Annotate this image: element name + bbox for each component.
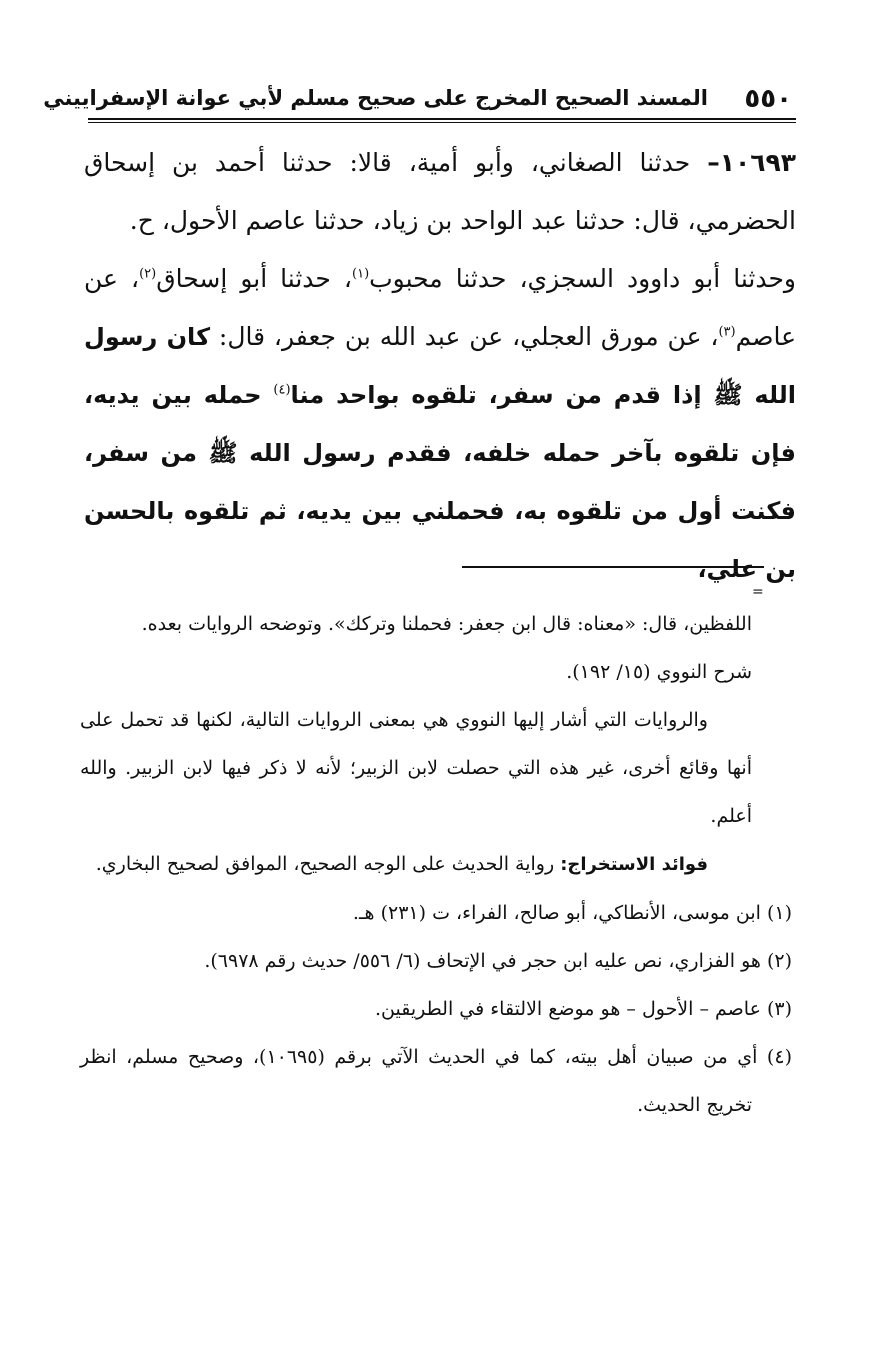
footnote-separator xyxy=(462,566,764,568)
footnote-2: (٢) هو الفزاري، نص عليه ابن حجر في الإتحاف (٦/ ٥٥٦/ حديث رقم ٦٩٧٨). xyxy=(204,950,792,972)
isnad-2c: ، عن عاصم xyxy=(84,264,796,351)
footnote-ref-3[interactable]: (٣) xyxy=(718,324,736,340)
note-carry-2: شرح النووي (١٥/ ١٩٢). xyxy=(566,661,752,683)
footnotes-area xyxy=(80,600,796,1129)
hadith-paragraph-2 xyxy=(84,250,796,598)
hadith-number: ١٠٦٩٣ xyxy=(719,148,796,177)
benefits-label: فوائد الاستخراج: xyxy=(560,854,708,875)
benefits-text: رواية الحديث على الوجه الصحيح، الموافق لصحيح البخاري. xyxy=(95,853,561,875)
isnad-2a: وحدثنا أبو داوود السجزي، حدثنا محبوب xyxy=(369,264,796,293)
matn-a: كان رسول الله ﷺ إذا قدم من سفر، تلقوه بواحد منا xyxy=(84,323,796,409)
hadith-text xyxy=(84,134,796,598)
isnad-2b: ، حدثنا أبو إسحاق xyxy=(156,264,352,293)
page-header xyxy=(43,80,796,116)
note-benefits xyxy=(80,840,796,889)
footnote-1: (١) ابن موسى، الأنطاكي، أبو صالح، الفراء، ت (٢٣١) هـ. xyxy=(352,902,792,924)
footnote-ref-1[interactable]: (١) xyxy=(352,266,370,282)
footnote-3: (٣) عاصم – الأحول – هو موضع الالتقاء في الطريقين. xyxy=(374,998,792,1020)
running-title: المسند الصحيح المخرج على صحيح مسلم لأبي عوانة الإسفراييني xyxy=(43,86,708,110)
page-number: ٥٥٠ xyxy=(744,84,792,114)
hadith-paragraph-1 xyxy=(84,134,796,250)
note-carry-1: اللفظين، قال: «معناه: قال ابن جعفر: فحملنا وتركك». وتوضحه الروايات بعده. xyxy=(141,613,752,635)
footnote-4: (٤) أي من صبيان أهل بيته، كما في الحديث الآتي برقم (١٠٦٩٥)، وصحيح مسلم، انظر تخريج الحديث. xyxy=(80,1046,792,1116)
isnad-1: حدثنا الصغاني، وأبو أمية، قالا: حدثنا أحمد بن إسحاق الحضرمي، قال: حدثنا عبد الواحد بن زياد، حدثنا عاصم الأحول، ح. xyxy=(84,148,796,235)
header-rule xyxy=(88,118,796,123)
matn-b: حمله بين يديه، فإن تلقوه بآخر حمله خلفه، فقدم رسول الله ﷺ من سفر، فكنت أول من تلقوه به، فحملني بين يديه، ثم تلقوه بالحسن بن علي، xyxy=(84,381,796,583)
isnad-2d: ، عن مورق العجلي، عن عبد الله بن جعفر، قال: xyxy=(210,322,719,351)
note-paragraph-2: والروايات التي أشار إليها النووي هي بمعنى الروايات التالية، لكنها قد تحمل على أنها وقائع أخرى، غير هذه التي حصلت لابن الزبير؛ لأنه لا ذكر فيها لابن الزبير. والله أعلم. xyxy=(80,709,752,827)
continuation-mark: = xyxy=(752,584,764,600)
footnote-ref-2[interactable]: (٢) xyxy=(139,266,157,282)
footnote-ref-4[interactable]: (٤) xyxy=(273,382,291,398)
hadith-dash: – xyxy=(707,148,720,177)
